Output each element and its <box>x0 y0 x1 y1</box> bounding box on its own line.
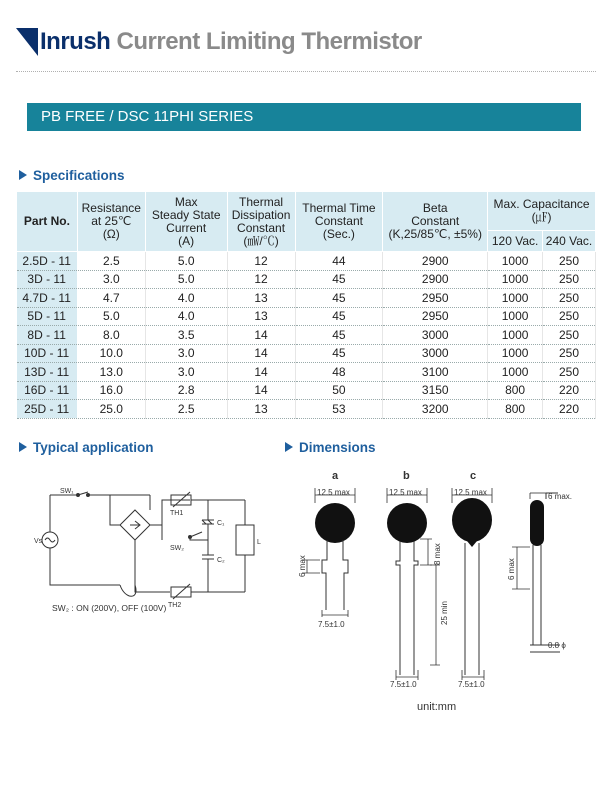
table-cell: 45 <box>295 307 383 326</box>
sw2-label: SW₂ <box>170 545 184 552</box>
table-cell: 45 <box>295 289 383 308</box>
table-cell: 10.0 <box>77 344 145 363</box>
thermistor-disc-a-icon <box>315 503 355 543</box>
table-cell: 1000 <box>488 307 543 326</box>
table-cell: 4.0 <box>145 307 227 326</box>
table-cell: 13 <box>227 289 295 308</box>
table-cell: 3.0 <box>145 363 227 382</box>
table-cell: 250 <box>543 326 596 345</box>
table-row <box>17 400 596 419</box>
table-cell: 8.0 <box>77 326 145 345</box>
table-row <box>17 344 596 363</box>
capacitor-c2-icon <box>202 555 214 559</box>
table-cell: 2.5 <box>77 252 145 271</box>
c2-label: C₂ <box>217 557 225 564</box>
table-cell: 45 <box>295 344 383 363</box>
table-cell: 3.0 <box>145 344 227 363</box>
table-cell: 16.0 <box>77 381 145 400</box>
table-cell: 12 <box>227 270 295 289</box>
svg-text:7.5±1.0: 7.5±1.0 <box>318 620 345 629</box>
header-beta: Beta Constant (K,25/85℃, ±5%) <box>383 192 488 252</box>
inductor-label: L <box>257 539 261 546</box>
table-cell: 220 <box>543 400 596 419</box>
th2-label: TH2 <box>168 602 182 609</box>
table-cell: 250 <box>543 307 596 326</box>
svg-text:6 max: 6 max <box>507 558 516 580</box>
part-number-cell: 16D - 11 <box>17 381 78 400</box>
table-cell: 2950 <box>383 289 488 308</box>
table-cell: 250 <box>543 344 596 363</box>
part-number-cell: 4.7D - 11 <box>17 289 78 308</box>
table-cell: 14 <box>227 326 295 345</box>
table-cell: 1000 <box>488 344 543 363</box>
table-cell: 25.0 <box>77 400 145 419</box>
table-row <box>17 252 596 271</box>
divider <box>16 71 596 72</box>
triangle-bullet-icon <box>19 442 27 452</box>
inductor-l-icon <box>236 525 254 555</box>
dim-label-b: b <box>403 470 410 482</box>
svg-text:12.5 max: 12.5 max <box>317 488 350 497</box>
typical-application-circuit <box>30 480 270 620</box>
table-cell: 44 <box>295 252 383 271</box>
table-cell: 2900 <box>383 270 488 289</box>
triangle-bullet-icon <box>285 442 293 452</box>
table-row <box>17 326 596 345</box>
table-cell: 2900 <box>383 252 488 271</box>
table-cell: 800 <box>488 381 543 400</box>
table-cell: 45 <box>295 326 383 345</box>
header-time-constant: Thermal Time Constant (Sec.) <box>295 192 383 252</box>
triangle-bullet-icon <box>19 170 27 180</box>
svg-text:0.8 ϕ: 0.8 ϕ <box>548 641 566 650</box>
table-cell: 1000 <box>488 326 543 345</box>
svg-text:7.5±1.0: 7.5±1.0 <box>458 680 485 689</box>
table-cell: 2.5 <box>145 400 227 419</box>
table-cell: 5.0 <box>77 307 145 326</box>
title-mark-icon <box>16 28 38 56</box>
table-cell: 14 <box>227 381 295 400</box>
part-number-cell: 25D - 11 <box>17 400 78 419</box>
table-cell: 13.0 <box>77 363 145 382</box>
svg-text:6 max.: 6 max. <box>548 492 573 501</box>
table-cell: 250 <box>543 270 596 289</box>
part-number-cell: 2.5D - 11 <box>17 252 78 271</box>
table-cell: 220 <box>543 381 596 400</box>
table-cell: 45 <box>295 270 383 289</box>
part-number-cell: 8D - 11 <box>17 326 78 345</box>
table-cell: 1000 <box>488 252 543 271</box>
table-cell: 3100 <box>383 363 488 382</box>
svg-text:12.5 max: 12.5 max <box>389 488 422 497</box>
header-dissipation: Thermal Dissipation Constant (㎽/℃) <box>227 192 295 252</box>
table-cell: 250 <box>543 363 596 382</box>
table-row <box>17 381 596 400</box>
series-label: PB FREE / DSC 11PHI SERIES <box>41 108 254 125</box>
svg-text:7.5±1.0: 7.5±1.0 <box>390 680 417 689</box>
part-number-cell: 3D - 11 <box>17 270 78 289</box>
header-cap-120: 120 Vac. <box>488 231 543 252</box>
c1-label: C₁ <box>217 520 225 527</box>
typical-application-heading: Typical application <box>19 440 154 455</box>
vs-label: Vs <box>34 538 43 545</box>
sw1-label: SW₁ <box>60 488 74 495</box>
table-cell: 2.8 <box>145 381 227 400</box>
svg-text:25 min: 25 min <box>440 600 449 625</box>
table-cell: 50 <box>295 381 383 400</box>
table-cell: 800 <box>488 400 543 419</box>
circuit-note: SW₂ : ON (200V), OFF (100V) <box>52 603 167 613</box>
table-row <box>17 363 596 382</box>
header-max-current: Max Steady State Current (A) <box>145 192 227 252</box>
table-cell: 3200 <box>383 400 488 419</box>
table-cell: 3.0 <box>77 270 145 289</box>
title-part1: Inrush <box>40 28 111 55</box>
table-cell: 4.7 <box>77 289 145 308</box>
header-resistance: Resistance at 25℃ (Ω) <box>77 192 145 252</box>
table-cell: 48 <box>295 363 383 382</box>
specifications-table <box>16 191 596 419</box>
table-cell: 3150 <box>383 381 488 400</box>
table-cell: 250 <box>543 252 596 271</box>
table-cell: 5.0 <box>145 252 227 271</box>
table-cell: 3.5 <box>145 326 227 345</box>
table-cell: 3000 <box>383 344 488 363</box>
thermistor-disc-b-icon <box>387 503 427 543</box>
part-number-cell: 13D - 11 <box>17 363 78 382</box>
header-part-no: Part No. <box>17 192 78 252</box>
table-cell: 13 <box>227 400 295 419</box>
table-cell: 1000 <box>488 363 543 382</box>
table-cell: 3000 <box>383 326 488 345</box>
table-cell: 14 <box>227 363 295 382</box>
table-row <box>17 307 596 326</box>
series-banner <box>27 103 581 131</box>
table-cell: 1000 <box>488 289 543 308</box>
dim-label-c: c <box>470 470 477 482</box>
header-cap-240: 240 Vac. <box>543 231 596 252</box>
table-cell: 13 <box>227 307 295 326</box>
table-cell: 53 <box>295 400 383 419</box>
dimensions-drawing <box>290 465 590 695</box>
table-cell: 5.0 <box>145 270 227 289</box>
unit-label: unit:mm <box>417 701 457 713</box>
title-part2: Current Limiting Thermistor <box>116 28 422 55</box>
th1-label: TH1 <box>170 510 184 517</box>
table-cell: 12 <box>227 252 295 271</box>
part-number-cell: 10D - 11 <box>17 344 78 363</box>
table-row <box>17 270 596 289</box>
svg-text:6 max: 6 max <box>298 555 307 577</box>
svg-text:8 max: 8 max <box>433 543 442 565</box>
table-row <box>17 289 596 308</box>
table-cell: 4.0 <box>145 289 227 308</box>
table-cell: 2950 <box>383 307 488 326</box>
dim-label-a: a <box>332 470 339 482</box>
table-cell: 1000 <box>488 270 543 289</box>
specifications-heading: Specifications <box>19 168 125 183</box>
svg-text:12.5 max: 12.5 max <box>454 488 487 497</box>
header-capacitance: Max. Capacitance (㎌) <box>488 192 596 231</box>
table-cell: 14 <box>227 344 295 363</box>
thermistor-side-view-icon <box>530 500 544 546</box>
table-cell: 250 <box>543 289 596 308</box>
dimensions-heading: Dimensions <box>285 440 376 455</box>
part-number-cell: 5D - 11 <box>17 307 78 326</box>
